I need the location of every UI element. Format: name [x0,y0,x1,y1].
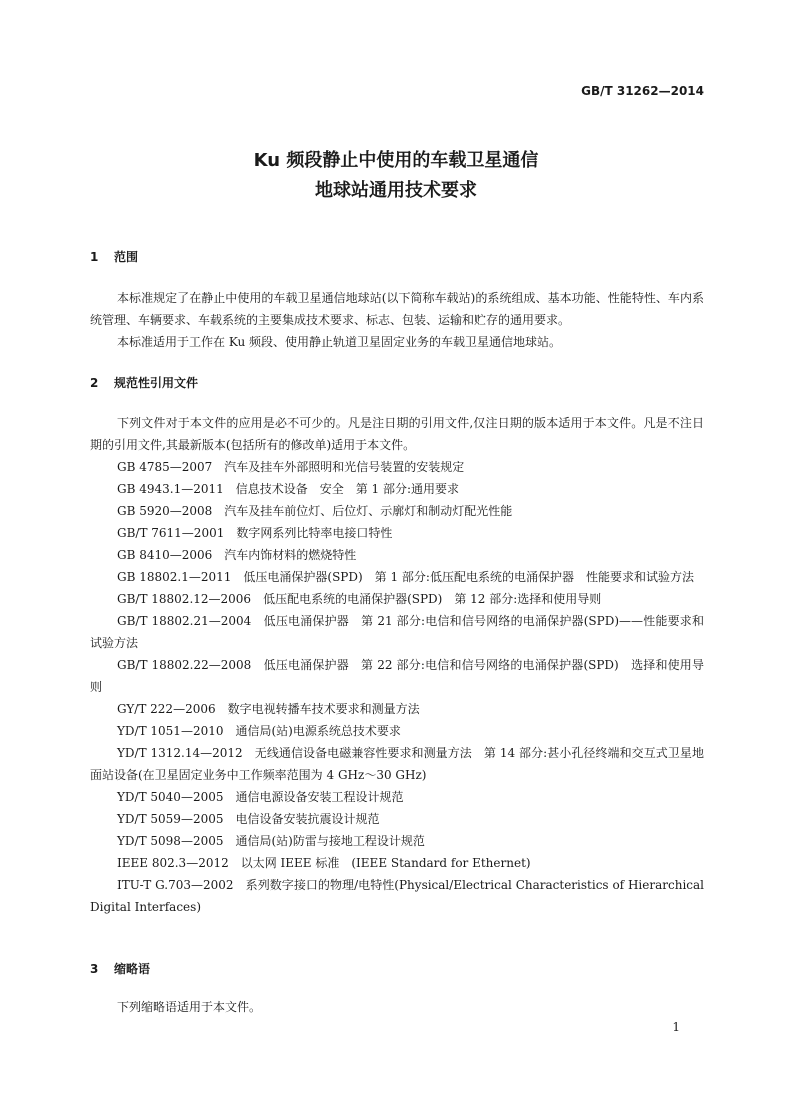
paragraph: 本标准规定了在静止中使用的车载卫星通信地球站(以下简称车载站)的系统组成、基本功能、性能特性、车内系统管理、车辆要求、车载系统的主要集成技术要求、标志、包装、运输和贮存的通用要求。 [90,291,704,327]
reference-item: YD/T 1312.14—2012 无线通信设备电磁兼容性要求和测量方法 第 14 部分:甚小孔径终端和交互式卫星地面站设备(在卫星固定业务中工作频率范围为 4 GHz～30 GHz) [90,746,704,782]
reference-item: GB 5920—2008 汽车及挂车前位灯、后位灯、示廓灯和制动灯配光性能 [117,504,513,518]
reference-item: GY/T 222—2006 数字电视转播车技术要求和测量方法 [117,702,420,716]
section-2-body [90,412,704,918]
reference-item: GB/T 7611—2001 数字网系列比特率电接口特性 [117,526,393,540]
section-3-heading [90,960,150,977]
paragraph: 下列缩略语适用于本文件。 [117,1000,262,1014]
section-number: 3 [90,962,99,976]
reference-item: GB 18802.1—2011 低压电涌保护器(SPD) 第 1 部分:低压配电系统的电涌保护器 性能要求和试验方法 [117,570,694,584]
reference-item: GB/T 18802.22—2008 低压电涌保护器 第 22 部分:电信和信号网络的电涌保护器(SPD) 选择和使用导则 [90,658,704,694]
section-number: 1 [90,250,99,264]
reference-item: YD/T 5098—2005 通信局(站)防雷与接地工程设计规范 [117,834,425,848]
standard-code: GB/T 31262—2014 [581,84,704,98]
section-3-body [90,996,704,1018]
title-line-1: Ku 频段静止中使用的车载卫星通信 [253,150,539,171]
reference-item: GB/T 18802.12—2006 低压配电系统的电涌保护器(SPD) 第 12 部分:选择和使用导则 [117,592,602,606]
section-number: 2 [90,376,99,390]
reference-item: GB/T 18802.21—2004 低压电涌保护器 第 21 部分:电信和信号网络的电涌保护器(SPD)——性能要求和试验方法 [90,614,704,650]
section-1-body [90,287,704,353]
reference-item: GB 8410—2006 汽车内饰材料的燃烧特性 [117,548,357,562]
section-2-heading [90,374,198,391]
paragraph: 本标准适用于工作在 Ku 频段、使用静止轨道卫星固定业务的车载卫星通信地球站。 [117,335,562,349]
section-title: 缩略语 [114,962,151,976]
section-1-heading [90,248,138,265]
page-number: 1 [672,1020,680,1034]
reference-item: YD/T 5040—2005 通信电源设备安装工程设计规范 [117,790,404,804]
reference-item: GB 4785—2007 汽车及挂车外部照明和光信号装置的安装规定 [117,460,465,474]
document-title [0,146,792,206]
section-title: 规范性引用文件 [114,376,199,390]
reference-item: YD/T 5059—2005 电信设备安装抗震设计规范 [117,812,380,826]
reference-item: GB 4943.1—2011 信息技术设备 安全 第 1 部分:通用要求 [117,482,460,496]
title-line-2: 地球站通用技术要求 [315,180,477,201]
reference-item: IEEE 802.3—2012 以太网 IEEE 标准 (IEEE Standard for Ethernet) [117,856,531,870]
reference-item: YD/T 1051—2010 通信局(站)电源系统总技术要求 [117,724,401,738]
reference-item: ITU-T G.703—2002 系列数字接口的物理/电特性(Physical/Electrical Characteristics of Hierarchical Digital Interfaces) [90,878,704,914]
section-title: 范围 [114,250,139,264]
paragraph: 下列文件对于本文件的应用是必不可少的。凡是注日期的引用文件,仅注日期的版本适用于本文件。凡是不注日期的引用文件,其最新版本(包括所有的修改单)适用于本文件。 [90,416,704,452]
